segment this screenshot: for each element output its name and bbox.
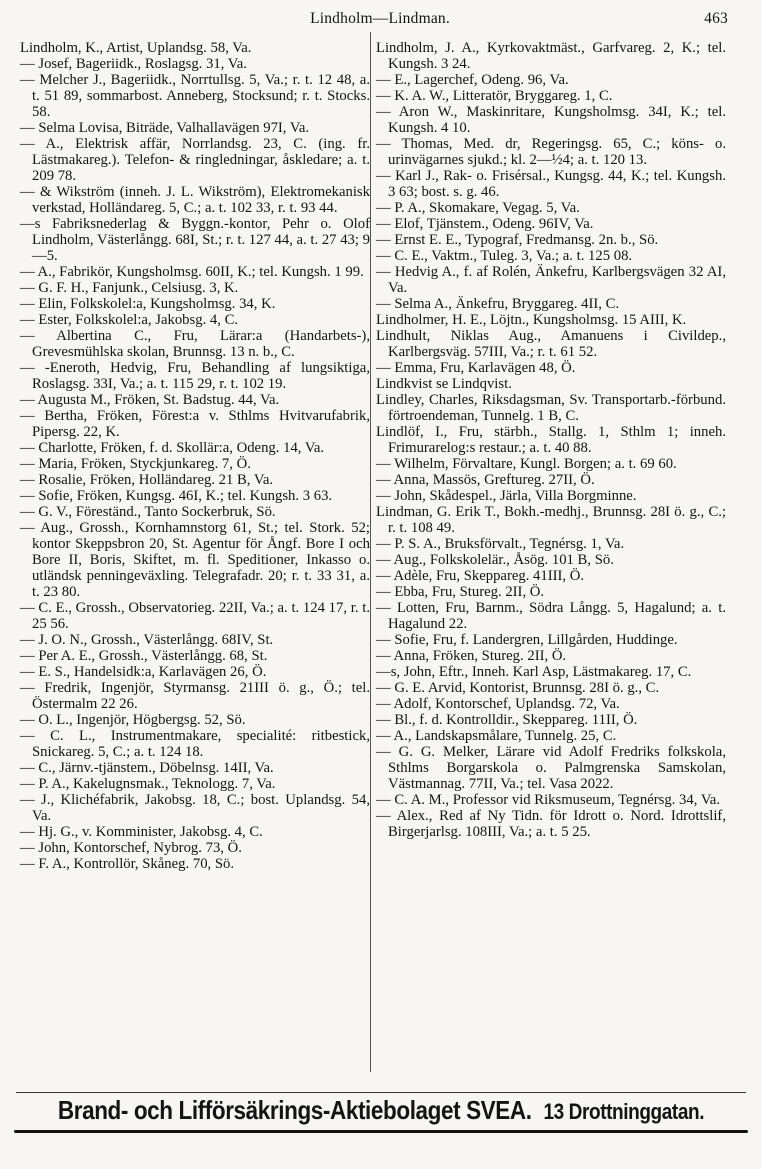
directory-entry: — Per A. E., Grossh., Västerlångg. 68, St. (20, 648, 268, 664)
directory-entry: — Melcher J., Bageriidk., Norrtullsg. 5, Va.; r. t. 12 48, a. t. 51 89, sommarbost. Anneberg, Stocksund; r. t. Stocks. 58. (20, 72, 370, 120)
directory-entry: — Bl., f. d. Kontrolldir., Skeppareg. 11II, Ö. (376, 712, 638, 728)
advertisement-top-rule (16, 1092, 746, 1093)
directory-entry: — C., Järnv.-tjänstem., Döbelnsg. 14II, Va. (20, 760, 274, 776)
directory-entry: — Anna, Fröken, Stureg. 2II, Ö. (376, 648, 567, 664)
directory-entry: — J., Klichéfabrik, Jakobsg. 18, C.; bost. Uplandsg. 54, Va. (20, 792, 370, 824)
directory-entry: — Ester, Folkskolel:a, Jakobsg. 4, C. (20, 312, 239, 328)
directory-entry: Lindholmer, H. E., Löjtn., Kungsholmsg. 15 AIII, K. (376, 312, 687, 328)
directory-entry: — G. F. H., Fanjunk., Celsiusg. 3, K. (20, 280, 239, 296)
directory-entry: Lindkvist se Lindqvist. (376, 376, 512, 392)
directory-entry: — John, Kontorschef, Nybrog. 73, Ö. (20, 840, 242, 856)
directory-entry: Lindholm, K., Artist, Uplandsg. 58, Va. (20, 40, 252, 56)
right-column (376, 40, 726, 840)
directory-entry: Lindhult, Niklas Aug., Amanuens i Civildep., Karlbergsväg. 57III, Va.; r. t. 61 52. (376, 328, 726, 360)
directory-entry: — F. A., Kontrollör, Skåneg. 70, Sö. (20, 856, 235, 872)
directory-entry: — G. G. Melker, Lärare vid Adolf Fredriks folkskola, Sthlms Borgarskola o. Palmgrenska Samskolan, Västmannag. 77II, Va.; tel. Vasa 2022. (376, 744, 726, 792)
directory-entry: — Elin, Folkskolel:a, Kungsholmsg. 34, K. (20, 296, 276, 312)
advertisement-address: 13 Drottninggatan. (543, 1100, 705, 1125)
directory-entry: — John, Skådespel., Järla, Villa Borgminne. (376, 488, 637, 504)
directory-entry: —s, John, Eftr., Inneh. Karl Asp, Lästmakareg. 17, C. (376, 664, 692, 680)
directory-columns (20, 40, 738, 1090)
directory-entry: — Sofie, Fru, f. Landergren, Lillgården, Huddinge. (376, 632, 678, 648)
directory-entry: Lindholm, J. A., Kyrkovaktmäst., Garfvareg. 2, K.; tel. Kungsh. 3 24. (376, 40, 726, 72)
advertisement-text (10, 1096, 752, 1126)
directory-entry: — Selma A., Änkefru, Bryggareg. 4II, C. (376, 296, 620, 312)
directory-entry: — Adolf, Kontorschef, Uplandsg. 72, Va. (376, 696, 620, 712)
directory-entry: — Emma, Fru, Karlavägen 48, Ö. (376, 360, 576, 376)
directory-entry: — Rosalie, Fröken, Holländareg. 21 B, Va. (20, 472, 274, 488)
directory-entry: — C. L., Instrumentmakare, specialité: ritbestick, Snickareg. 5, C.; a. t. 124 18. (20, 728, 370, 760)
directory-entry: — Karl J., Rak- o. Frisérsal., Kungsg. 44, K.; tel. Kungsh. 3 63; bost. s. g. 46. (376, 168, 726, 200)
footer-advertisement (10, 1092, 752, 1136)
directory-entry: — P. A., Kakelugnsmak., Teknologg. 7, Va. (20, 776, 276, 792)
directory-entry: — Ebba, Fru, Stureg. 2II, Ö. (376, 584, 545, 600)
directory-entry: — C. E., Grossh., Observatorieg. 22II, Va.; a. t. 124 17, r. t. 25 56. (20, 600, 370, 632)
directory-entry: Lindlöf, I., Fru, stärbh., Stallg. 1, Sthlm 1; inneh. Frimurarelog:s restaur.; a. t. 40 88. (376, 424, 726, 456)
directory-entry: — A., Fabrikör, Kungsholmsg. 60II, K.; tel. Kungsh. 1 99. (20, 264, 364, 280)
directory-entry: — C. E., Vaktm., Tuleg. 3, Va.; a. t. 125 08. (376, 248, 633, 264)
directory-entry: — Elof, Tjänstem., Odeng. 96IV, Va. (376, 216, 594, 232)
directory-entry: — & Wikström (inneh. J. L. Wikström), Elektromekanisk verkstad, Holländareg. 5, C.; a. t. 102 33, r. t. 93 44. (20, 184, 370, 216)
left-column (20, 40, 370, 872)
directory-entry: — Maria, Fröken, Styckjunkareg. 7, Ö. (20, 456, 251, 472)
directory-entry: — E., Lagerchef, Odeng. 96, Va. (376, 72, 569, 88)
directory-entry: — -Eneroth, Hedvig, Fru, Behandling af lungsiktiga, Roslagsg. 33I, Va.; a. t. 115 29, r. t. 102 19. (20, 360, 370, 392)
directory-entry: — Aron W., Maskinritare, Kungsholmsg. 34I, K.; tel. Kungsh. 4 10. (376, 104, 726, 136)
directory-entry: Lindman, G. Erik T., Bokh.-medhj., Brunnsg. 28I ö. g., C.; r. t. 108 49. (376, 504, 726, 536)
page-number: 463 (704, 10, 728, 27)
directory-entry: — O. L., Ingenjör, Högbergsg. 52, Sö. (20, 712, 246, 728)
directory-entry: — E. S., Handelsidk:a, Karlavägen 26, Ö. (20, 664, 267, 680)
directory-entry: — Josef, Bageriidk., Roslagsg. 31, Va. (20, 56, 247, 72)
directory-entry: — Hj. G., v. Komminister, Jakobsg. 4, C. (20, 824, 263, 840)
directory-entry: — G. E. Arvid, Kontorist, Brunnsg. 28I ö. g., C. (376, 680, 660, 696)
directory-entry: — K. A. W., Litteratör, Bryggareg. 1, C. (376, 88, 613, 104)
running-head: Lindholm—Lindman. (310, 10, 450, 27)
directory-entry: — Wilhelm, Förvaltare, Kungl. Borgen; a. t. 69 60. (376, 456, 677, 472)
directory-entry: — Alex., Red af Ny Tidn. för Idrott o. Nord. Idrottslif, Birgerjarlsg. 108III, Va.; a. t. 5 25. (376, 808, 726, 840)
directory-entry: — Bertha, Fröken, Förest:a v. Sthlms Hvitvarufabrik, Pipersg. 22, K. (20, 408, 370, 440)
directory-entry: — C. A. M., Professor vid Riksmuseum, Tegnérsg. 34, Va. (376, 792, 720, 808)
advertisement-company: Brand- och Lifförsäkrings-Aktiebolaget SVEA. (57, 1096, 532, 1125)
directory-entry: — Augusta M., Fröken, St. Badstug. 44, Va. (20, 392, 280, 408)
directory-entry: — Selma Lovisa, Biträde, Valhallavägen 97I, Va. (20, 120, 310, 136)
directory-entry: — G. V., Föreständ., Tanto Sockerbruk, Sö. (20, 504, 276, 520)
directory-entry: —s Fabriksnederlag & Byggn.-kontor, Pehr o. Olof Lindholm, Västerlångg. 68I, St.; r. t. 127 44, a. t. 27 43; 9—5. (20, 216, 370, 264)
directory-entry: — Fredrik, Ingenjör, Styrmansg. 21III ö. g., Ö.; tel. Östermalm 22 26. (20, 680, 370, 712)
directory-entry: — Lotten, Fru, Barnm., Södra Långg. 5, Hagalund; a. t. Hagalund 22. (376, 600, 726, 632)
directory-entry: — Albertina C., Fru, Lärar:a (Handarbets-), Grevesmühlska skolan, Brunnsg. 13 n. b., C. (20, 328, 370, 360)
directory-entry: — Adèle, Fru, Skeppareg. 41III, Ö. (376, 568, 585, 584)
page-header (30, 10, 730, 36)
directory-entry: — P. S. A., Bruksförvalt., Tegnérsg. 1, Va. (376, 536, 625, 552)
directory-entry: — Sofie, Fröken, Kungsg. 46I, K.; tel. Kungsh. 3 63. (20, 488, 333, 504)
directory-entry: — A., Landskapsmålare, Tunnelg. 25, C. (376, 728, 617, 744)
directory-entry: — Anna, Massös, Greftureg. 27II, Ö. (376, 472, 595, 488)
directory-entry: — J. O. N., Grossh., Västerlångg. 68IV, St. (20, 632, 274, 648)
advertisement-bottom-rule (14, 1130, 748, 1133)
directory-entry: — A., Elektrisk affär, Norrlandsg. 23, C. (ing. fr. Lästmakareg.). Telefon- & ringledningar, åskledare; a. t. 209 78. (20, 136, 370, 184)
directory-entry: — Aug., Grossh., Kornhamnstorg 61, St.; tel. Stork. 52; kontor Skeppsbron 20, St. Agentur för Ångf. Bore I och Bore II, Boris, Skiftet, m. fl. Speditioner, Inkasso o. utländsk penningeväxling. Telegrafadr. 20; r. t. 33 31, a. t. 23 80. (20, 520, 370, 600)
directory-entry: Lindley, Charles, Riksdagsman, Sv. Transportarb.-förbund. förtroendeman, Tunnelg. 1 B, C. (376, 392, 726, 424)
directory-entry: — Charlotte, Fröken, f. d. Skollär:a, Odeng. 14, Va. (20, 440, 325, 456)
directory-entry: — Thomas, Med. dr, Regeringsg. 65, C.; köns- o. urinvägarnes sjukd.; kl. 2—½4; a. t. 120 13. (376, 136, 726, 168)
directory-entry: — Hedvig A., f. af Rolén, Änkefru, Karlbergsvägen 32 AI, Va. (376, 264, 726, 296)
directory-entry: — P. A., Skomakare, Vegag. 5, Va. (376, 200, 580, 216)
directory-entry: — Ernst E. E., Typograf, Fredmansg. 2n. b., Sö. (376, 232, 659, 248)
directory-entry: — Aug., Folkskolelär., Åsög. 101 B, Sö. (376, 552, 614, 568)
